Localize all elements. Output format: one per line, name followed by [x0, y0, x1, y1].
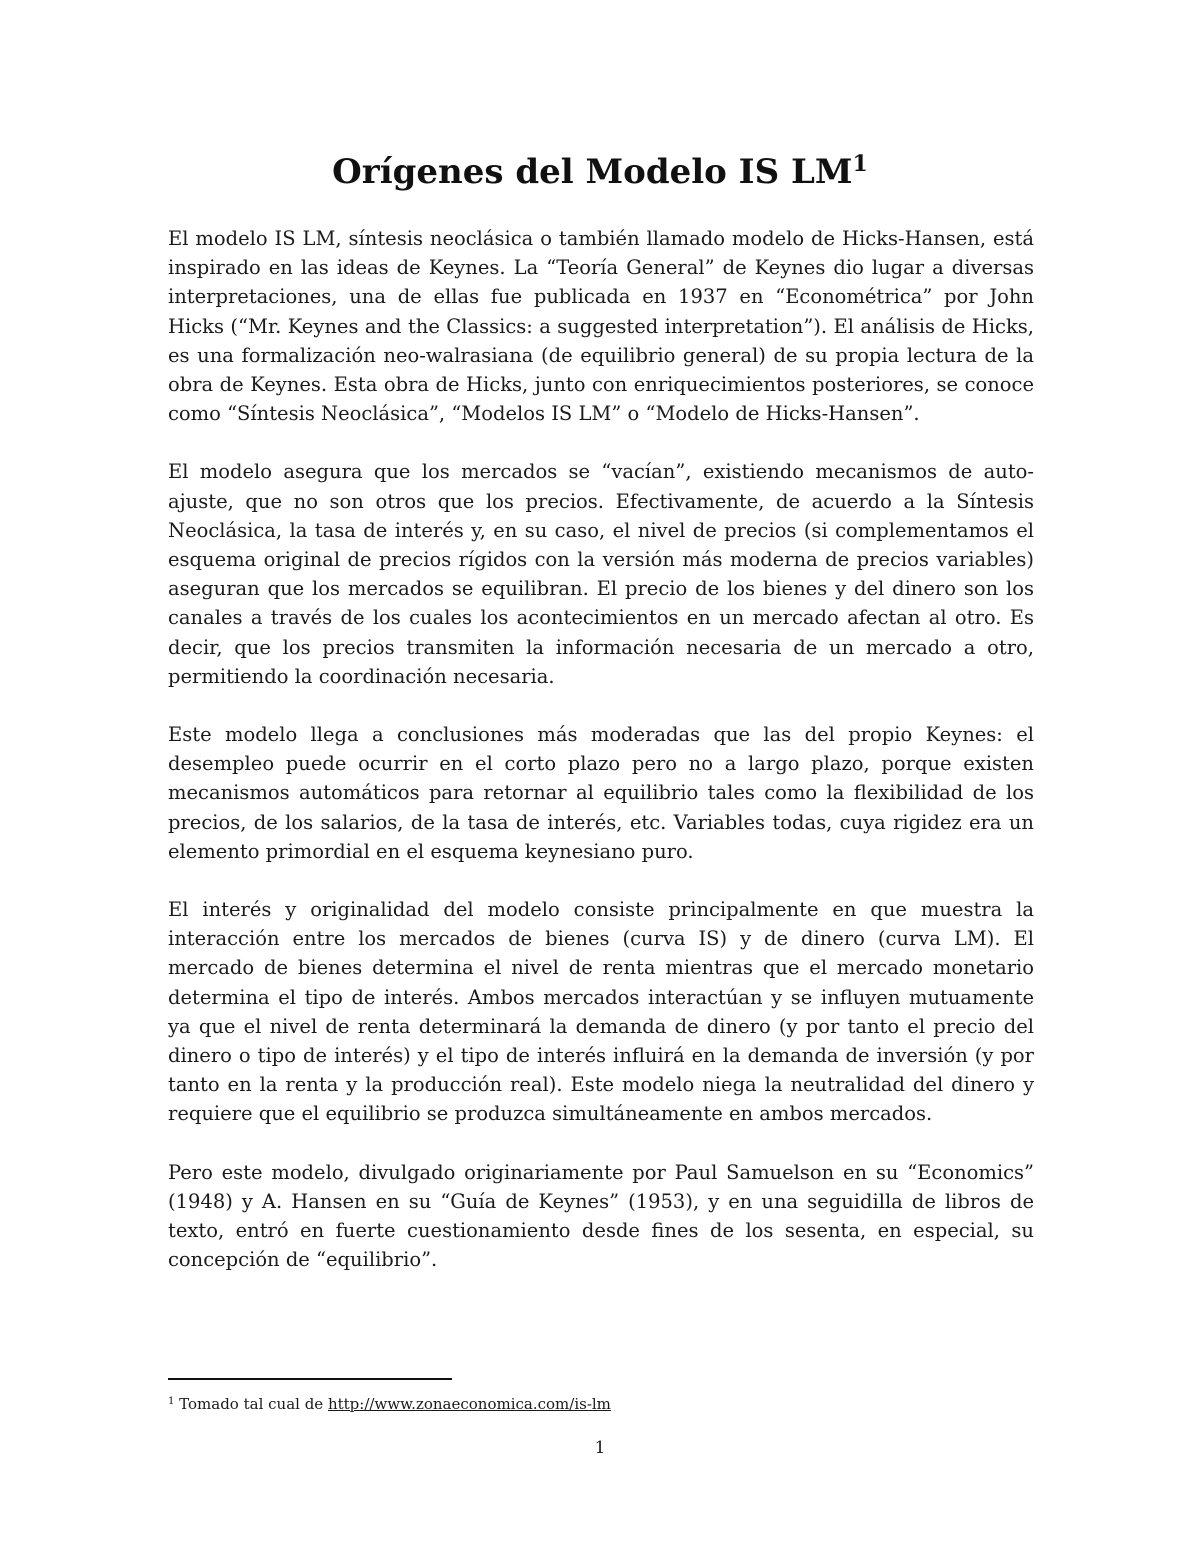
footnote-text: Tomado tal cual de: [179, 1395, 328, 1413]
title-footnote-marker[interactable]: 1: [852, 151, 868, 177]
document-title: [0, 148, 1200, 196]
footnote-link[interactable]: http://www.zonaeconomica.com/is-lm: [327, 1395, 611, 1413]
document-body: [168, 224, 1034, 1304]
page-number: 1: [594, 1438, 606, 1458]
footnote: [168, 1393, 1034, 1415]
paragraph-5: Pero este modelo, divulgado originariamente por Paul Samuelson en su “Economics” (1948) y A. Hansen en su “Guía de Keynes” (1953), y en una seguidilla de libros de texto, entró en fuerte cuestionamiento desde fines de los sesenta, en especial, su concepción de “equilibrio”.: [168, 1160, 1034, 1272]
paragraph-3: Este modelo llega a conclusiones más moderadas que las del propio Keynes: el desempleo puede ocurrir en el corto plazo pero no a largo plazo, porque existen mecanismos automáticos para retornar al equilibrio tales como la flexibilidad de los precios, de los salarios, de la tasa de interés, etc. Variables todas, cuya rigidez era un elemento primordial en el esquema keynesiano puro.: [168, 723, 1034, 863]
footnote-separator: [168, 1378, 452, 1380]
footnote-marker: 1: [168, 1396, 175, 1407]
paragraph-2: El modelo asegura que los mercados se “vacían”, existiendo mecanismos de auto-ajuste, que no son otros que los precios. Efectivamente, de acuerdo a la Síntesis Neoclásica, la tasa de interés y, en su caso, el nivel de precios (si complementamos el esquema original de precios rígidos con la versión más moderna de precios variables) aseguran que los mercados se equilibran. El precio de los bienes y del dinero son los canales a través de los cuales los acontecimientos en un mercado afectan al otro. Es decir, que los precios transmiten la información necesaria de un mercado a otro, permitiendo la coordinación necesaria.: [168, 460, 1034, 688]
paragraph-1: El modelo IS LM, síntesis neoclásica o también llamado modelo de Hicks-Hansen, está inspirado en las ideas de Keynes. La “Teoría General” de Keynes dio lugar a diversas interpretaciones, una de ellas fue publicada en 1937 en “Econométrica” por John Hicks (“Mr. Keynes and the Classics: a suggested interpretation”). El análisis de Hicks, es una formalización neo-walrasiana (de equilibrio general) de su propia lectura de la obra de Keynes. Esta obra de Hicks, junto con enriquecimientos posteriores, se conoce como “Síntesis Neoclásica”, “Modelos IS LM” o “Modelo de Hicks-Hansen”.: [168, 227, 1034, 426]
title-text: Orígenes del Modelo IS LM: [332, 152, 853, 192]
paragraph-4: El interés y originalidad del modelo consiste principalmente en que muestra la interacción entre los mercados de bienes (curva IS) y de dinero (curva LM). El mercado de bienes determina el nivel de renta mientras que el mercado monetario determina el tipo de interés. Ambos mercados interactúan y se influyen mutuamente ya que el nivel de renta determinará la demanda de dinero (y por tanto el precio del dinero o tipo de interés) y el tipo de interés influirá en la demanda de inversión (y por tanto en la renta y la producción real). Este modelo niega la neutralidad del dinero y requiere que el equilibrio se produzca simultáneamente en ambos mercados.: [168, 898, 1034, 1126]
